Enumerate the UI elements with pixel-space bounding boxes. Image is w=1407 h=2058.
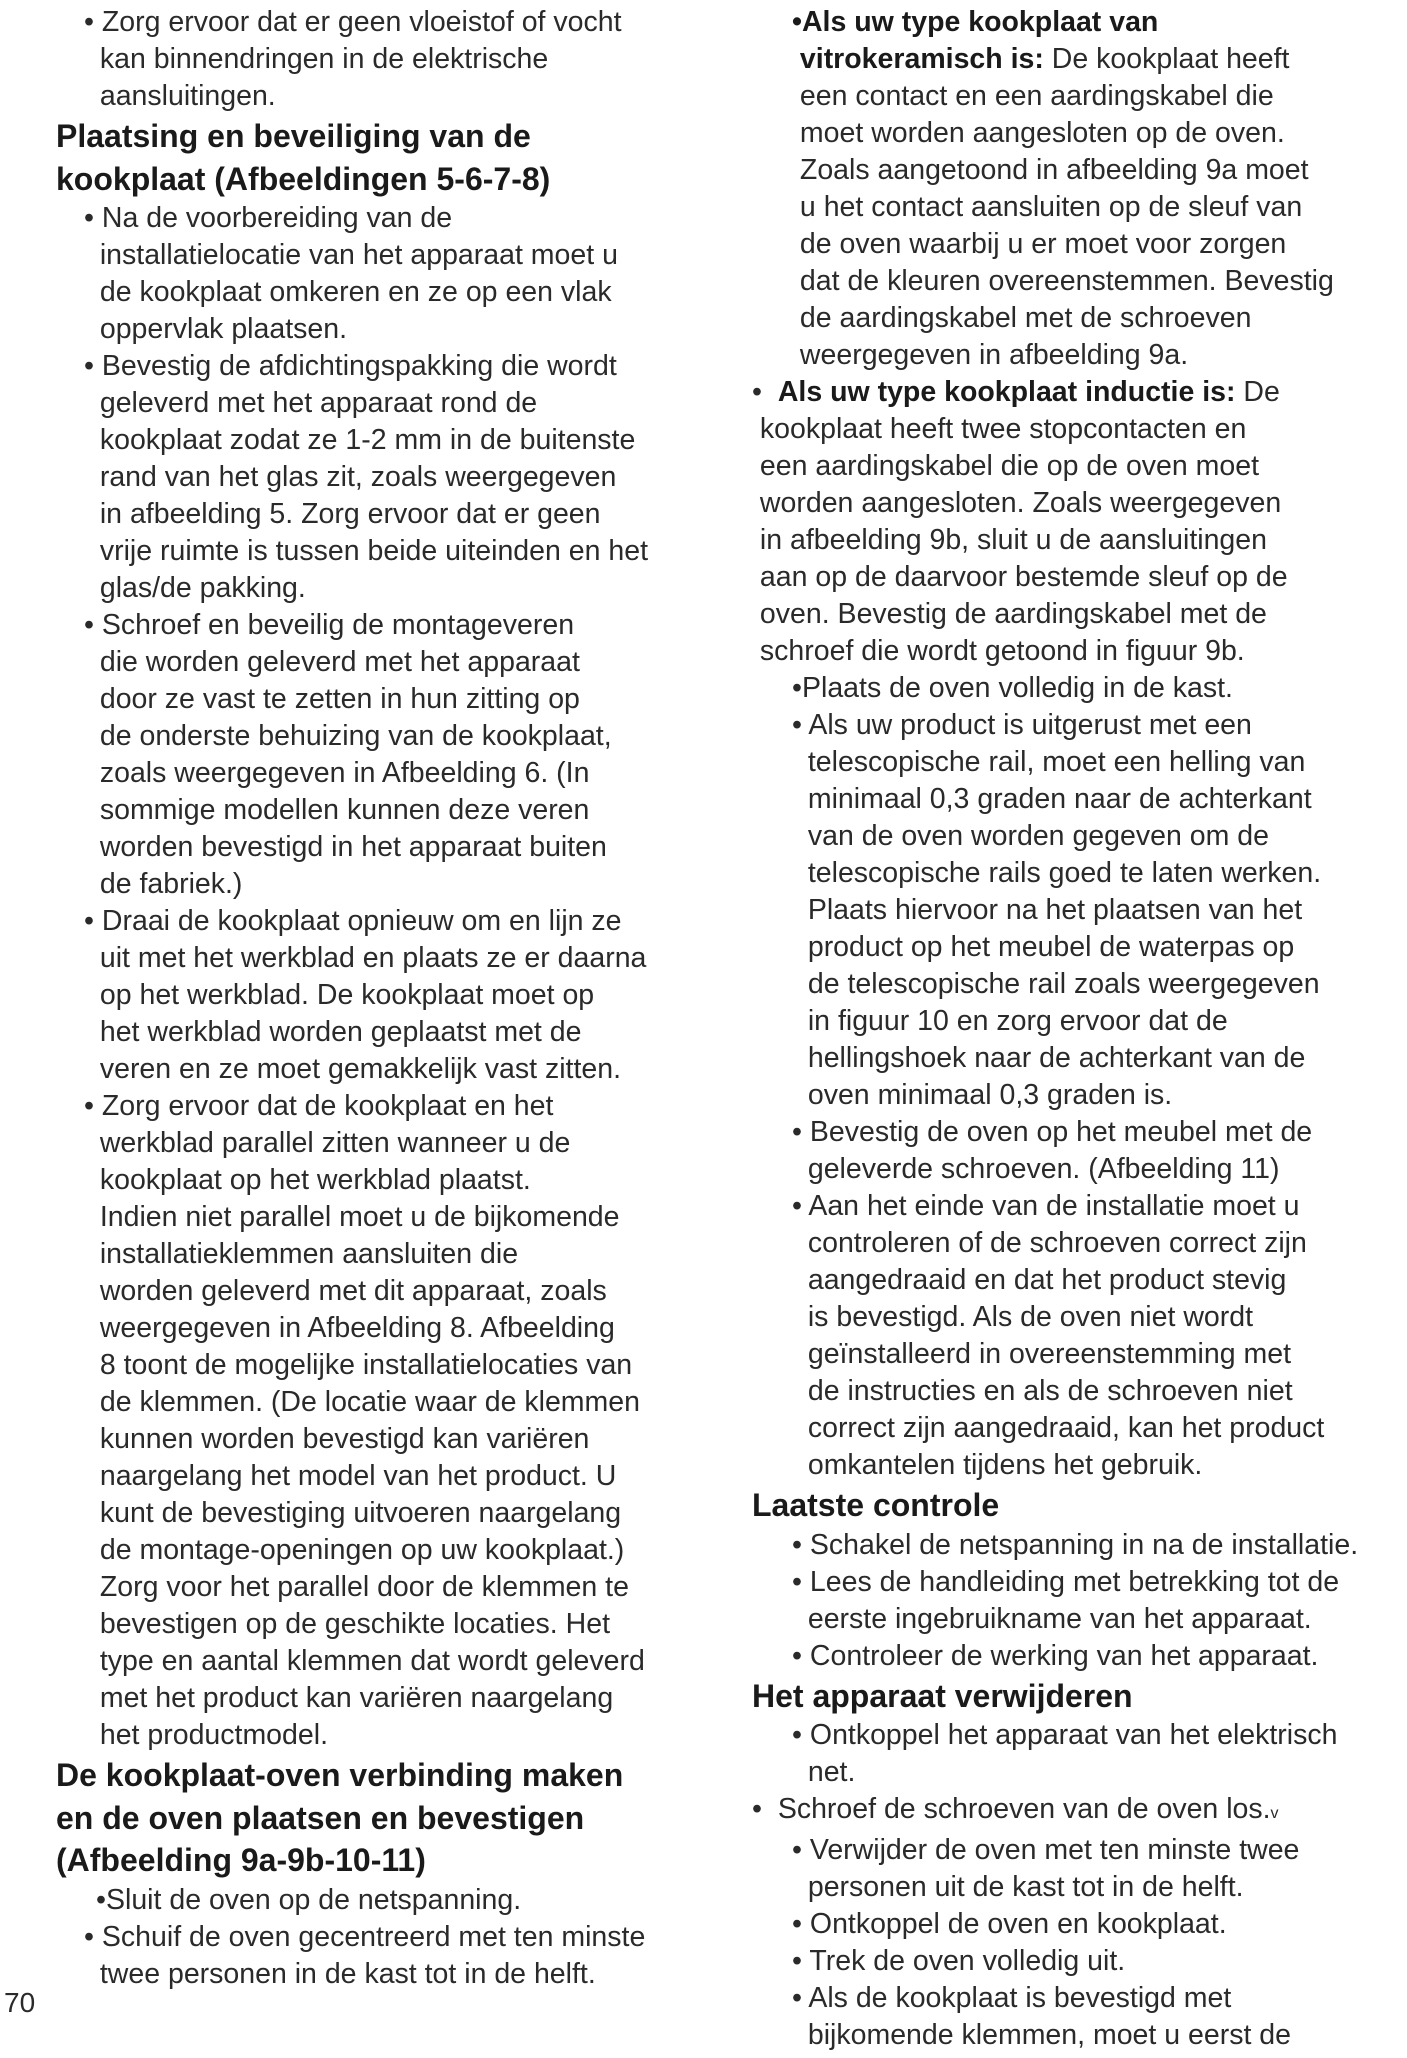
heading-final-check: Laatste controle: [752, 1487, 1000, 1523]
vitroceramic-text: De kookplaat heeft een contact en een aardingskabel die moet worden aangesloten op de oven. Zoals aangetoond in afbeelding 9a moet u het contact aansluiten op de sleuf van de oven waarbij u er moet voor zorgen dat de kleuren overeenstemmen. Bevestig de aardingskabel met de schroeven weergegeven in afbeelding 9a.: [799, 43, 1334, 371]
bullet-parallel-clamps: • Zorg ervoor dat de kookplaat en het werkblad parallel zitten wanneer u de kookplaat op het werkblad plaatst. Indien niet parallel moet u de bijkomende installatieklemmen aansluiten die worden geleverd met dit apparaat, zoals weergegeven in Afbeelding 8. Afbeelding 8 toont de mogelijke installatielocaties van de klemmen. (De locatie waar de klemmen kunnen worden bevestigd kan variëren naargelang het model van het product. U kunt de bevestiging uitvoeren naargelang de montage-openingen op uw kookplaat.) Zorg voor het parallel door de klemmen te bevestigen op de geschikte locaties. Het type en aantal klemmen dat wordt geleverd met het product kan variëren naargelang het productmodel.: [84, 1090, 645, 1751]
induction-label: Als uw type kookplaat inductie is:: [777, 376, 1236, 408]
bullet-connect-mains: •Sluit de oven op de netspanning.: [96, 1883, 522, 1916]
bullet-unscrew-oven: [752, 1791, 1407, 1832]
bullet-disconnect-oven-hob: • Ontkoppel de oven en kookplaat.: [792, 1908, 1227, 1940]
bullet-sealing-gasket: • Bevestig de afdichtingspakking die wordt geleverd met het apparaat rond de kookplaat zodat ze 1-2 mm in de buitenste rand van het glas zit, zoals weergegeven in afbeelding 5. Zorg ervoor dat er geen vrije ruimte is tussen beide uiteinden en het glas/de pakking.: [84, 350, 648, 604]
page-number: 70: [4, 1987, 36, 2018]
left-column: [56, 4, 716, 1993]
bullet-check-screws: • Aan het einde van de installatie moet u controleren of de schroeven correct zijn aangedraaid en dat het product stevig is bevestigd. Als de oven niet wordt geïnstalleerd in overeenstemming met de instructies en als de schroeven niet correct zijn aangedraaid, kan het product omkantelen tijdens het gebruik.: [792, 1190, 1325, 1481]
bullet-pull-out-oven: • Trek de oven volledig uit.: [792, 1945, 1126, 1977]
heading-placement: Plaatsing en beveiliging van de kookplaat (Afbeeldingen 5-6-7-8): [56, 118, 551, 197]
paragraph-vitroceramic: [752, 4, 1407, 374]
induction-text: De kookplaat heeft twee stopcontacten en een aardingskabel die op de oven moet worden aangesloten. Zoals weergegeven in afbeelding 9b, sluit u de aansluitingen aan op de daarvoor bestemde sleuf op de oven. Bevestig de aardingskabel met de schroef die wordt getoond in figuur 9b.: [759, 376, 1288, 667]
bullet-slide-oven: • Schuif de oven gecentreerd met ten minste twee personen in de kast tot in de helft.: [84, 1920, 646, 1990]
bullet-mounting-springs: • Schroef en beveilig de montageveren die worden geleverd met het apparaat door ze vast te zetten in hun zitting op de onderste behuizing van de kookplaat, zoals weergegeven in Afbeelding 6. (In sommige modellen kunnen deze veren worden bevestigd in het apparaat buiten de fabriek.): [84, 609, 612, 900]
bullet-prepare-location: • Na de voorbereiding van de installatielocatie van het apparaat moet u de kookplaat omkeren en ze op een vlak oppervlak plaatsen.: [84, 202, 618, 345]
bullet-telescopic-rail: • Als uw product is uitgerust met een telescopische rail, moet een helling van minimaal 0,3 graden naar de achterkant van de oven worden gegeven om de telescopische rails goed te laten werken. Plaats hiervoor na het plaatsen van het product op het meubel de waterpas op de telescopische rail zoals weergegeven in figuur 10 en zorg ervoor dat de hellingshoek naar de achterkant van de oven minimaal 0,3 graden is.: [792, 709, 1322, 1111]
right-column: [752, 4, 1407, 2054]
induction-bullet: •: [752, 376, 778, 408]
bullet-disconnect-mains: • Ontkoppel het apparaat van het elektrisch net.: [792, 1719, 1338, 1788]
paragraph-moisture-warning: • Zorg ervoor dat er geen vloeistof of vocht kan binnendringen in de elektrische aansluitingen.: [84, 6, 622, 112]
heading-hob-oven-connection: De kookplaat-oven verbinding maken en de oven plaatsen en bevestigen (Afbeelding 9a-9b-10-11): [56, 1757, 624, 1878]
bullet-check-operation: • Controleer de werking van het apparaat.: [792, 1639, 1319, 1672]
paragraph-induction: [752, 374, 1407, 670]
bullet-remove-oven: • Verwijder de oven met ten minste twee personen uit de kast tot in de helft.: [792, 1834, 1300, 1903]
bullet-clamps-removal: • Als de kookplaat is bevestigd met bijkomende klemmen, moet u eerst de: [792, 1982, 1291, 2051]
bullet-switch-mains: • Schakel de netspanning in na de installatie.: [792, 1528, 1359, 1561]
bullet-place-oven: •Plaats de oven volledig in de kast.: [792, 672, 1233, 704]
unscrew-text: • Schroef de schroeven van de oven los.: [752, 1793, 1271, 1825]
bullet-read-manual: • Lees de handleiding met betrekking tot de eerste ingebruikname van het apparaat.: [792, 1565, 1340, 1635]
bullet-turn-over-hob: • Draai de kookplaat opnieuw om en lijn ze uit met het werkblad en plaats ze er daarna op het werkblad. De kookplaat moet op het werkblad worden geplaatst met de veren en ze moet gemakkelijk vast zitten.: [84, 905, 647, 1085]
bullet-fix-oven: • Bevestig de oven op het meubel met de geleverde schroeven. (Afbeelding 11): [792, 1116, 1313, 1185]
vitroceramic-label: •Als uw type kookplaat van vitrokeramisch is:: [792, 6, 1159, 75]
unscrew-mark: v: [1270, 1805, 1279, 1822]
heading-remove-appliance: Het apparaat verwijderen: [752, 1677, 1133, 1714]
